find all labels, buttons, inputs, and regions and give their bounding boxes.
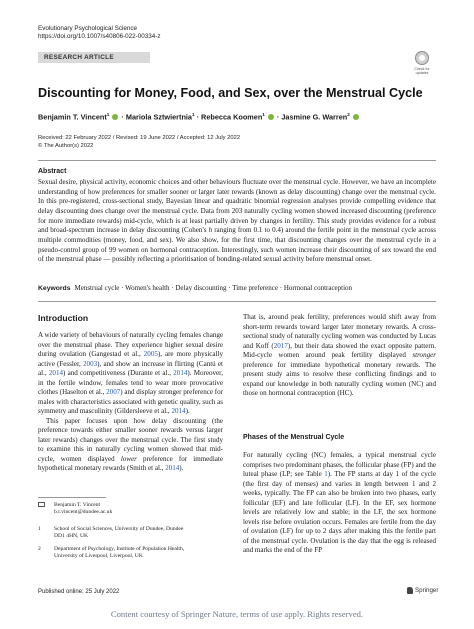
intro-column-left: [38, 331, 223, 474]
author-affiliation: 1: [191, 112, 195, 117]
affiliation-2: [38, 546, 188, 560]
keywords-label: Keywords: [38, 285, 71, 292]
history-dates: Received: 22 February 2022 / Revised: 19 June 2022 / Accepted: 12 July 2022: [38, 135, 241, 141]
affiliation-1: [38, 526, 188, 540]
citation-link[interactable]: 2007: [106, 388, 121, 396]
paragraph: [243, 313, 436, 399]
divider: [38, 160, 436, 161]
text-run: ).: [185, 407, 190, 415]
check-updates-icon: [415, 51, 429, 65]
journal-name: Evolutionary Psychological Science: [38, 25, 138, 32]
paragraph: [38, 417, 223, 474]
text-run: ), are more physically active (Fessler,: [38, 350, 223, 368]
citation-link[interactable]: 2005: [143, 350, 158, 358]
affiliation-text: School of Social Sciences, University of Dundee, Dundee DD1 4HN, UK: [54, 526, 184, 539]
footnote-rule: [38, 497, 106, 498]
author-name: Mariola Sztwiertnia: [125, 112, 192, 122]
keywords: [38, 284, 436, 293]
text-run: This paper focuses upon how delay discounting (the preference towards either smaller sooner rewards versus larger later rewards) changes over the menstrual cycle. The first study to examine this in naturally cycling women showed that mid-cycle, women displayed: [38, 416, 223, 463]
author-affiliation: 1: [262, 112, 265, 117]
divider: [38, 301, 436, 302]
citation-link[interactable]: 2014: [173, 369, 188, 377]
journal-header: [38, 25, 161, 42]
author-affiliation: 2: [347, 112, 350, 117]
check-for-updates-button[interactable]: [410, 51, 434, 75]
abstract-text: Sexual desire, physical activity, economic choices and other behaviours fluctuate over the menstrual cycle. However, we have an incomplete understanding of how preferences for smaller sooner or larger later rewards (known as delay discounting) change over the menstrual cycle. In this pre-registered, cross-sectional study, Bayesian linear and quadratic binomial regression analyses provide compelling evidence that delay discounting does change over the menstrual cycle. Data from 203 naturally cycling women showed increased discounting (preference for more immediate rewards) mid-cycle, which is at least partially driven by changes in fertility. This study provides evidence for a robust and broad-spectrum increase in delay discounting (Cohen's h ranging from 0.1 to 0.4) around the fertile point in the menstrual cycle across multiple commodities (money, food, and sex). We also show, for the first time, that discounting changes over the menstrual cycle in a pseudo-control group of 99 women on hormonal contraception. Interestingly, such women increase their discounting of sex toward the end of the menstrual phase — possibly reflecting a prioritisation of bonding-related sexual activity before menstrual onset.: [38, 178, 436, 264]
text-run: ), but their data showed the exact opposite pattern. Mid-cycle women around peak fertility displayed: [243, 341, 436, 359]
corresponding-email[interactable]: b.t.vincent@dundee.ac.uk: [54, 509, 113, 515]
author-name: Rebecca Koomen: [201, 112, 263, 122]
text-run: That is, around peak fertility, preferences would shift away from short-term rewards toward larger later monetary rewards. A cross-sectional study of naturally cycling women was conducted by Lucas and Koff (: [243, 313, 436, 350]
text-run: ).: [179, 464, 184, 472]
author-name: Jasmine G. Warren: [281, 112, 348, 122]
check-updates-line2: updates: [415, 71, 429, 76]
author-name: Benjamin T. Vincent: [38, 112, 107, 122]
publisher-name: Springer: [415, 587, 439, 594]
text-run: preference for immediate hypothetical monetary rewards (Smith et al.,: [38, 454, 223, 472]
text-run: preference for immediate hypothetical monetary rewards. The present study aims to resolve these conflicting findings and to expand our knowledge in both naturally cycling women (NC) and those on hormonal contraception (HC).: [243, 360, 436, 397]
abstract-heading: Abstract: [38, 168, 67, 175]
orcid-icon[interactable]: [353, 114, 359, 120]
text-run: ). The FP starts at day 1 of the cycle (the first day of menses) and varies in length between 1 and 2 weeks, typically. The FP can also be broken into two phases, early follicular (EF) and late follicular (LF). In the EF, sex hormone levels are relatively low and stable; in the LF, the sex hormone levels rise before ovulation occurs. Females are fertile from the day of ovulation (LF) for up to 2 days after making this the fertile part of the menstrual cycle. Ovulation is the day that the egg is released and marks the end of the FP: [243, 470, 436, 554]
citation-link[interactable]: 1: [324, 470, 328, 478]
text-run: For naturally cycling (NC) females, a typical menstrual cycle comprises two predominant phases, the follicular phase (FP) and the luteal phase (LP; see Table: [243, 451, 436, 478]
paragraph: [243, 451, 436, 556]
citation-link[interactable]: 2017: [273, 341, 288, 350]
springer-horse-icon: [407, 587, 413, 594]
phases-column: [243, 451, 436, 556]
article-type-banner: RESEARCH ARTICLE: [38, 52, 150, 63]
doi-link[interactable]: https://doi.org/10.1007/s40806-022-00334-z: [38, 33, 161, 41]
text-run: A wide variety of behaviours of naturally cycling females change over the menstrual phase. They experience higher sexual desire during ovulation (Gangestad et al.,: [38, 331, 223, 358]
corresponding-author: [38, 502, 223, 516]
copyright: © The Author(s) 2022: [38, 142, 94, 149]
emphasis: lower: [120, 454, 137, 463]
text-run: ), and show an increase in flirting (Cantú et al.,: [38, 359, 223, 377]
intro-column-right: [243, 313, 436, 399]
orcid-icon[interactable]: [112, 114, 118, 120]
keywords-text: Menstrual cycle · Women's health · Delay discounting · Time preference · Hormonal contraception: [74, 284, 353, 292]
envelope-icon: [38, 502, 45, 507]
citation-link[interactable]: 2014: [171, 407, 186, 415]
paragraph: [38, 331, 223, 417]
citation-link[interactable]: 2003: [83, 359, 98, 368]
courtesy-footer: Content courtesy of Springer Nature, terms of use apply. Rights reserved.: [110, 609, 364, 619]
text-run: ). Moreover, in the fertile window, females tend to wear more provocative clothes (Haselton et al.,: [38, 369, 224, 396]
emphasis: stronger: [412, 351, 436, 359]
affiliation-number: 2: [38, 546, 41, 552]
check-updates-line1: Check for: [414, 67, 430, 71]
article-title: Discounting for Money, Food, and Sex, over the Menstrual Cycle: [38, 86, 423, 100]
citation-link[interactable]: 2014: [48, 369, 63, 377]
section-heading-introduction: Introduction: [38, 313, 89, 323]
affiliation-text: Department of Psychology, Institute of Population Health, University of Liverpool, Liverpool, UK: [54, 546, 185, 559]
author-list: Benjamin T. Vincent$^1$ · Mariola Sztwiertnia$^1$ · Rebecca Koomen$^1$ · Jasmine G. Warren$^2$: [38, 110, 458, 122]
article-dates: [38, 135, 240, 150]
text-run: ) and competitiveness (Durante et al.,: [62, 369, 174, 377]
citation-link[interactable]: 2014: [165, 464, 180, 472]
corresponding-name: Benjamin T. Vincent: [54, 502, 101, 508]
orcid-icon[interactable]: [268, 114, 274, 120]
author-affiliation: 1: [106, 112, 110, 117]
published-online: Published online: 25 July 2022: [38, 589, 120, 595]
text-run: ) and display stronger preference for males with characteristics associated with genetic quality, such as symmetry and masculinity (Gildersleeve et al.,: [38, 388, 223, 415]
affiliation-number: 1: [38, 526, 41, 532]
springer-logo: [407, 587, 438, 594]
section-heading-phases: Phases of the Menstrual Cycle: [243, 434, 345, 441]
